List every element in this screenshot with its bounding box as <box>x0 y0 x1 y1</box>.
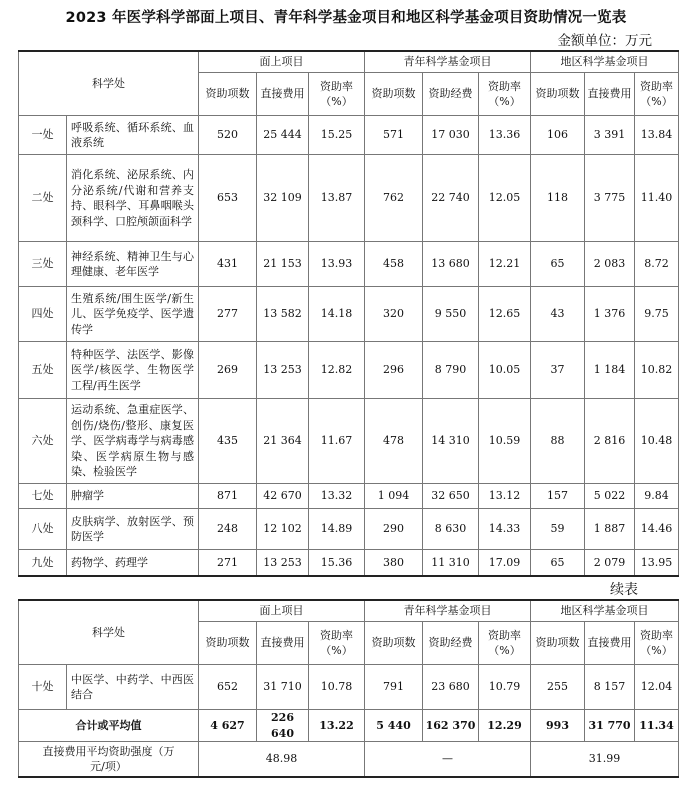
dept-header: 科学处 <box>19 51 199 116</box>
value-cell: 9.84 <box>635 484 679 509</box>
total-value: 13.22 <box>309 710 365 742</box>
value-cell: 12.05 <box>479 155 531 242</box>
value-cell: 157 <box>531 484 585 509</box>
group-header: 面上项目 <box>199 600 365 622</box>
group-header: 青年科学基金项目 <box>365 51 531 73</box>
fields-cell: 神经系统、精神卫生与心理健康、老年医学 <box>67 242 199 287</box>
value-cell: 10.82 <box>635 342 679 399</box>
value-cell: 11 310 <box>423 550 479 577</box>
fields-cell: 药物学、药理学 <box>67 550 199 577</box>
value-cell: 8.72 <box>635 242 679 287</box>
value-cell: 10.05 <box>479 342 531 399</box>
value-cell: 13 680 <box>423 242 479 287</box>
table-row <box>19 155 679 242</box>
value-cell: 520 <box>199 116 257 155</box>
table-row <box>19 242 679 287</box>
fields-cell: 皮肤病学、放射医学、预防医学 <box>67 509 199 550</box>
fields-cell: 生殖系统/围生医学/新生儿、医学免疫学、医学遗传学 <box>67 287 199 342</box>
value-cell: 106 <box>531 116 585 155</box>
value-cell: 871 <box>199 484 257 509</box>
value-cell: 11.40 <box>635 155 679 242</box>
value-cell: 14.33 <box>479 509 531 550</box>
sub-header: 直接费用 <box>257 622 309 665</box>
value-cell: 2 816 <box>585 399 635 484</box>
value-cell: 118 <box>531 155 585 242</box>
value-cell: 65 <box>531 242 585 287</box>
value-cell: 13.93 <box>309 242 365 287</box>
intensity-value: 31.99 <box>531 742 679 778</box>
value-cell: 13 253 <box>257 342 309 399</box>
value-cell: 9 550 <box>423 287 479 342</box>
value-cell: 10.79 <box>479 665 531 710</box>
value-cell: 12.65 <box>479 287 531 342</box>
total-value: 226 640 <box>257 710 309 742</box>
value-cell: 10.59 <box>479 399 531 484</box>
value-cell: 17.09 <box>479 550 531 577</box>
value-cell: 15.36 <box>309 550 365 577</box>
sub-header: 直接费用 <box>585 622 635 665</box>
value-cell: 13.32 <box>309 484 365 509</box>
value-cell: 12.04 <box>635 665 679 710</box>
table-row <box>19 550 679 577</box>
currency-unit: 金额单位：万元 <box>557 33 652 49</box>
total-row <box>19 710 679 742</box>
value-cell: 13.84 <box>635 116 679 155</box>
fields-cell: 呼吸系统、循环系统、血液系统 <box>67 116 199 155</box>
value-cell: 10.78 <box>309 665 365 710</box>
group-header: 面上项目 <box>199 51 365 73</box>
value-cell: 13.95 <box>635 550 679 577</box>
value-cell: 248 <box>199 509 257 550</box>
value-cell: 8 790 <box>423 342 479 399</box>
value-cell: 31 710 <box>257 665 309 710</box>
sub-header: 资助经费 <box>423 622 479 665</box>
value-cell: 431 <box>199 242 257 287</box>
value-cell: 1 184 <box>585 342 635 399</box>
table-row <box>19 509 679 550</box>
fields-cell: 特种医学、法医学、影像医学/核医学、生物医学工程/再生医学 <box>67 342 199 399</box>
funding-table-continued <box>18 599 679 778</box>
value-cell: 17 030 <box>423 116 479 155</box>
fields-cell: 运动系统、急重症医学、创伤/烧伤/整形、康复医学、医学病毒学与病毒感染、医学病原生物与感染、检验医学 <box>67 399 199 484</box>
intensity-value: — <box>365 742 531 778</box>
division-cell: 五处 <box>19 342 67 399</box>
division-cell: 九处 <box>19 550 67 577</box>
funding-table <box>18 50 679 577</box>
division-cell: 十处 <box>19 665 67 710</box>
value-cell: 65 <box>531 550 585 577</box>
table-row <box>19 116 679 155</box>
sub-header: 资助项数 <box>199 622 257 665</box>
table-row <box>19 342 679 399</box>
value-cell: 11.67 <box>309 399 365 484</box>
sub-header: 资助率（%） <box>309 73 365 116</box>
value-cell: 32 109 <box>257 155 309 242</box>
value-cell: 14 310 <box>423 399 479 484</box>
value-cell: 25 444 <box>257 116 309 155</box>
dept-header: 科学处 <box>19 600 199 665</box>
value-cell: 14.46 <box>635 509 679 550</box>
value-cell: 13 582 <box>257 287 309 342</box>
value-cell: 269 <box>199 342 257 399</box>
value-cell: 652 <box>199 665 257 710</box>
sub-header: 资助率（%） <box>479 622 531 665</box>
value-cell: 762 <box>365 155 423 242</box>
intensity-value: 48.98 <box>199 742 365 778</box>
table-row <box>19 399 679 484</box>
sub-header: 资助项数 <box>365 73 423 116</box>
value-cell: 9.75 <box>635 287 679 342</box>
total-value: 4 627 <box>199 710 257 742</box>
total-value: 12.29 <box>479 710 531 742</box>
value-cell: 255 <box>531 665 585 710</box>
intensity-label: 直接费用平均资助强度（万元/项） <box>19 742 199 778</box>
table-title: 2023 年医学科学部面上项目、青年科学基金项目和地区科学基金项目资助情况一览表 <box>65 10 627 26</box>
value-cell: 15.25 <box>309 116 365 155</box>
value-cell: 271 <box>199 550 257 577</box>
division-cell: 八处 <box>19 509 67 550</box>
sub-header: 资助率（%） <box>635 622 679 665</box>
value-cell: 43 <box>531 287 585 342</box>
sub-header: 资助项数 <box>199 73 257 116</box>
value-cell: 10.48 <box>635 399 679 484</box>
division-cell: 六处 <box>19 399 67 484</box>
value-cell: 791 <box>365 665 423 710</box>
value-cell: 8 157 <box>585 665 635 710</box>
header-row-groups <box>19 600 679 622</box>
value-cell: 21 153 <box>257 242 309 287</box>
sub-header: 资助率（%） <box>635 73 679 116</box>
value-cell: 380 <box>365 550 423 577</box>
division-cell: 七处 <box>19 484 67 509</box>
value-cell: 13 253 <box>257 550 309 577</box>
division-cell: 三处 <box>19 242 67 287</box>
sub-header: 资助项数 <box>531 73 585 116</box>
header-row-groups <box>19 51 679 73</box>
division-cell: 四处 <box>19 287 67 342</box>
table-row <box>19 287 679 342</box>
value-cell: 3 391 <box>585 116 635 155</box>
value-cell: 5 022 <box>585 484 635 509</box>
value-cell: 458 <box>365 242 423 287</box>
fields-cell: 肿瘤学 <box>67 484 199 509</box>
value-cell: 13.36 <box>479 116 531 155</box>
value-cell: 290 <box>365 509 423 550</box>
total-value: 993 <box>531 710 585 742</box>
table-row <box>19 665 679 710</box>
value-cell: 277 <box>199 287 257 342</box>
value-cell: 42 670 <box>257 484 309 509</box>
total-value: 5 440 <box>365 710 423 742</box>
value-cell: 571 <box>365 116 423 155</box>
fields-cell: 中医学、中药学、中西医结合 <box>67 665 199 710</box>
value-cell: 22 740 <box>423 155 479 242</box>
value-cell: 23 680 <box>423 665 479 710</box>
intensity-row <box>19 742 679 778</box>
group-header: 地区科学基金项目 <box>531 600 679 622</box>
sub-header: 资助经费 <box>423 73 479 116</box>
division-cell: 一处 <box>19 116 67 155</box>
division-cell: 二处 <box>19 155 67 242</box>
value-cell: 14.18 <box>309 287 365 342</box>
total-value: 31 770 <box>585 710 635 742</box>
sub-header: 直接费用 <box>585 73 635 116</box>
table-row <box>19 484 679 509</box>
value-cell: 21 364 <box>257 399 309 484</box>
value-cell: 296 <box>365 342 423 399</box>
value-cell: 59 <box>531 509 585 550</box>
value-cell: 88 <box>531 399 585 484</box>
total-label: 合计或平均值 <box>19 710 199 742</box>
value-cell: 3 775 <box>585 155 635 242</box>
value-cell: 1 887 <box>585 509 635 550</box>
sub-header: 资助项数 <box>531 622 585 665</box>
sub-header: 直接费用 <box>257 73 309 116</box>
value-cell: 8 630 <box>423 509 479 550</box>
sub-header: 资助率（%） <box>479 73 531 116</box>
group-header: 青年科学基金项目 <box>365 600 531 622</box>
fields-cell: 消化系统、泌尿系统、内分泌系统/代谢和营养支持、眼科学、耳鼻咽喉头颈科学、口腔颅颌面科学 <box>67 155 199 242</box>
value-cell: 37 <box>531 342 585 399</box>
value-cell: 12.21 <box>479 242 531 287</box>
value-cell: 12.82 <box>309 342 365 399</box>
value-cell: 1 376 <box>585 287 635 342</box>
value-cell: 13.12 <box>479 484 531 509</box>
value-cell: 653 <box>199 155 257 242</box>
total-value: 11.34 <box>635 710 679 742</box>
value-cell: 2 079 <box>585 550 635 577</box>
total-value: 162 370 <box>423 710 479 742</box>
sub-header: 资助项数 <box>365 622 423 665</box>
value-cell: 14.89 <box>309 509 365 550</box>
group-header: 地区科学基金项目 <box>531 51 679 73</box>
value-cell: 1 094 <box>365 484 423 509</box>
value-cell: 320 <box>365 287 423 342</box>
value-cell: 2 083 <box>585 242 635 287</box>
value-cell: 12 102 <box>257 509 309 550</box>
sub-header: 资助率（%） <box>309 622 365 665</box>
value-cell: 32 650 <box>423 484 479 509</box>
continued-label: 续表 <box>610 582 638 598</box>
value-cell: 13.87 <box>309 155 365 242</box>
value-cell: 435 <box>199 399 257 484</box>
value-cell: 478 <box>365 399 423 484</box>
